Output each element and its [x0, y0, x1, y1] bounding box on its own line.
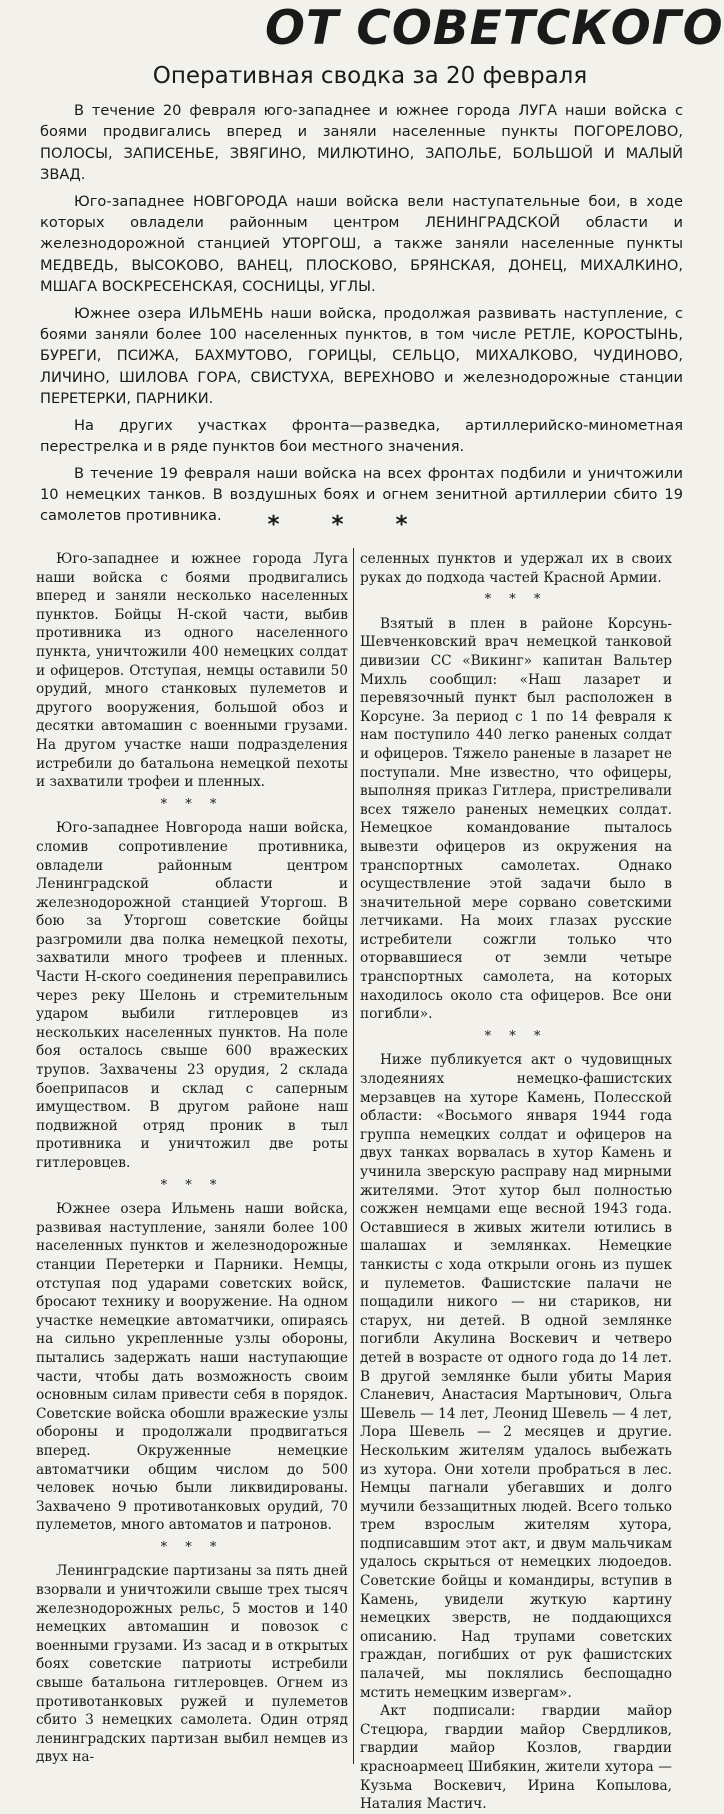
bulletin-paragraph: Южнее озера ИЛЬМЕНЬ наши войска, продолжая развивать наступление, с боями заняли более 100 населенных пунктов, в том числе РЕТЛЕ, КОРОСТЫНЬ, БУРЕГИ, ПСИЖА, БАХМУТОВО, ГОРИЦЫ, СЕЛЬЦО, МИХАЛКОВО, ЧУДИНОВО, ЛИЧИНО, ШИЛОВА ГОРА, СВИСТУХА, ВЕРЕХНОВО и железнодорожные станции ПЕРЕТЕРКИ, ПАРНИКИ.	[40, 304, 683, 408]
bulletin-paragraph: На других участках фронта—разведка, артиллерийско-минометная перестрелка и в ряде пунктов бои местного значения.	[40, 416, 683, 456]
right-column-paragraph: селенных пунктов и удержал их в своих руках до подхода частей Красной Армии.	[360, 551, 672, 586]
section-separator: * * *	[267, 512, 430, 538]
right-column-paragraph: Акт подписали: гвардии майор Стецюра, гвардии майор Свердликов, гвардии майор Козлов, гвардии красноармеец Шибякин, жители хутора — Кузьма Воскевич, Ирина Копылова, Наталия Мастич.	[360, 1703, 672, 1813]
section-separator: * * *	[160, 796, 224, 812]
right-column	[360, 550, 672, 1813]
bulletin-title: Оперативная сводка за 20 февраля	[152, 63, 588, 89]
masthead-headline: ОТ СОВЕТСКОГО	[265, 1, 724, 56]
left-column-paragraph: Южнее озера Ильмень наши войска, развивая наступление, заняли более 100 населенных пунктов и железнодорожные станции Перетерки и Парники. Немцы, отступая под ударами советских войск, бросают технику и вооружение. На одном участке немецкие автоматчики, опираясь на сильно укрепленные узлы обороны, пытались задержать наши наступающие части, чтобы дать возможность своим основным силам привести себя в порядок. Советские войска обошли вражеские узлы обороны и продолжали продвигаться вперед. Окруженные немецкие автоматчики общим числом до 500 человек ночью были ликвидированы. Захвачено 9 противотанковых орудий, 70 пулеметов, много автоматов и патронов.	[36, 1201, 348, 1534]
bulletin-paragraph: Юго-западнее НОВГОРОДА наши войска вели наступательные бои, в ходе которых овладели районным центром ЛЕНИНГРАДСКОЙ области и железнодорожной станцией УТОРГОШ, а также заняли населенные пункты МЕДВЕДЬ, ВЫСОКОВО, ВАНЕЦ, ПЛОСКОВО, БРЯНСКАЯ, ДОНЕЦ, МИХАЛКИНО, МШАГА ВОСКРЕСЕНСКАЯ, СОСНИЦЫ, УГЛЫ.	[40, 192, 683, 296]
section-separator: * * *	[160, 1177, 224, 1193]
bulletin-text	[40, 100, 683, 532]
bulletin-paragraph: В течение 20 февраля юго-западнее и южнее города ЛУГА наши войска с боями продвигались вперед и заняли населенные пункты ПОГОРЕЛОВО, ПОЛОСЫ, ЗАПИСЕНЬЕ, ЗВЯГИНО, МИЛЮТИНО, ЗАПОЛЬЕ, БОЛЬШОЙ И МАЛЫЙ ЗВАД.	[40, 102, 683, 184]
left-column-paragraph: Юго-западнее и южнее города Луга наши войска с боями продвигались вперед и заняли несколько населенных пунктов. Бойцы Н-ской части, выбив противника из одного населенного пункта, уничтожили 400 немецких солдат и офицеров. Отступая, немцы оставили 50 орудий, много станковых пулеметов и другого вооружения, большой обоз и десятки автомашин с военными грузами. На другом участке наши подразделения истребили до батальона немецкой пехоты и захватили трофеи и пленных.	[36, 551, 348, 791]
section-separator: * * *	[160, 1539, 224, 1555]
bulletin-paragraph: В течение 19 февраля наши войска на всех фронтах подбили и уничтожили 10 немецких танков. В воздушных боях и огнем зенитной артиллерии сбито 19 самолетов противника.	[40, 464, 683, 525]
section-separator: * * *	[484, 1028, 548, 1044]
column-divider	[353, 548, 354, 1764]
left-column-paragraph: Юго-западнее Новгорода наши войска, сломив сопротивление противника, овладели районным центром Ленинградской области и железнодорожной станцией Уторгош. В бою за Уторгош советские бойцы разгромили два полка немецкой пехоты, захватили много трофеев и пленных. Части Н-ского соединения переправились через реку Шелонь и стремительным ударом выбили гитлеровцев из нескольких населенных пунктов. На поле боя осталось свыше 600 вражеских трупов. Захвачены 23 орудия, 2 склада боеприпасов и склад с саперным имуществом. В другом районе наш подвижной отряд проник в тыл противника и уничтожил две роты гитлеровцев.	[36, 820, 348, 1171]
left-column	[36, 550, 348, 1766]
section-separator: * * *	[484, 592, 548, 608]
left-column-paragraph: Ленинградские партизаны за пять дней взорвали и уничтожили свыше трех тысяч железнодорожных рельс, 5 мостов и 140 немецких автомашин и повозок с военными грузами. Из засад и в открытых боях советские патриоты истребили свыше батальона гитлеровцев. Огнем из противотанковых ружей и пулеметов сбито 3 немецких самолета. Один отряд ленинградских партизан выбил немцев из двух на-	[36, 1563, 348, 1766]
right-column-paragraph: Ниже публикуется акт о чудовищных злодеяниях немецко-фашистских мерзавцев на хуторе Камень, Полесской области: «Восьмого января 1944 года группа немецких солдат и офицеров на двух танках ворвалась в хутор Камень и учинила зверскую расправу над мирными жителями. Этот хутор был полностью сожжен немцами еще весной 1943 года. Оставшиеся в живых жители ютились в шалашах и землянках. Немецкие танкисты с хода открыли огонь из пушек и пулеметов. Фашистские палачи не пощадили никого — ни стариков, ни старух, ни детей. В одной землянке погибли Акулина Воскевич и четверо детей в возрасте от одного года до 14 лет. В другой землянке были убиты Мария Сланевич, Анастасия Мартынович, Ольга Шевель — 14 лет, Леонид Шевель — 4 лет, Лора Шевель — 2 месяцев и другие. Нескольким жителям удалось выбежать из хутора. Они хотели пробраться в лес. Немцы пагнали убегавших и долго мучили беззащитных людей. Всего только трем взрослым жителям хутора, подписавшим этот акт, и двум мальчикам удалось скрыться от немецких людоедов. Советские бойцы и командиры, вступив в Камень, увидели жуткую картину немецких зверств, не поддающихся описанию. Над трупами советских граждан, погибших от рук фашистских палачей, мы поклялись беспощадно мстить немецким извергам».	[360, 1052, 672, 1701]
right-column-paragraph: Взятый в плен в районе Корсунь-Шевченковский врач немецкой танковой дивизии СС «Викинг» капитан Вальтер Михль сообщил: «Наш лазарет и перевязочный пункт был расположен в Корсуне. За период с 1 по 14 февраля к нам поступило 440 легко раненых солдат и офицеров. Тяжело раненые в лазарет не поступали. Мне известно, что офицеры, выполняя приказ Гитлера, пристреливали всех тяжело раненых немецких солдат. Немецкое командование пыталось вывезти офицеров из окружения на транспортных самолетах. Однако осуществление этой задачи было в значительной мере сорвано советскими летчиками. На моих глазах русские истребители сожгли только что оторвавшиеся от земли четыре транспортных самолета, на которых находилось около ста офицеров. Все они погибли».	[360, 615, 672, 1023]
